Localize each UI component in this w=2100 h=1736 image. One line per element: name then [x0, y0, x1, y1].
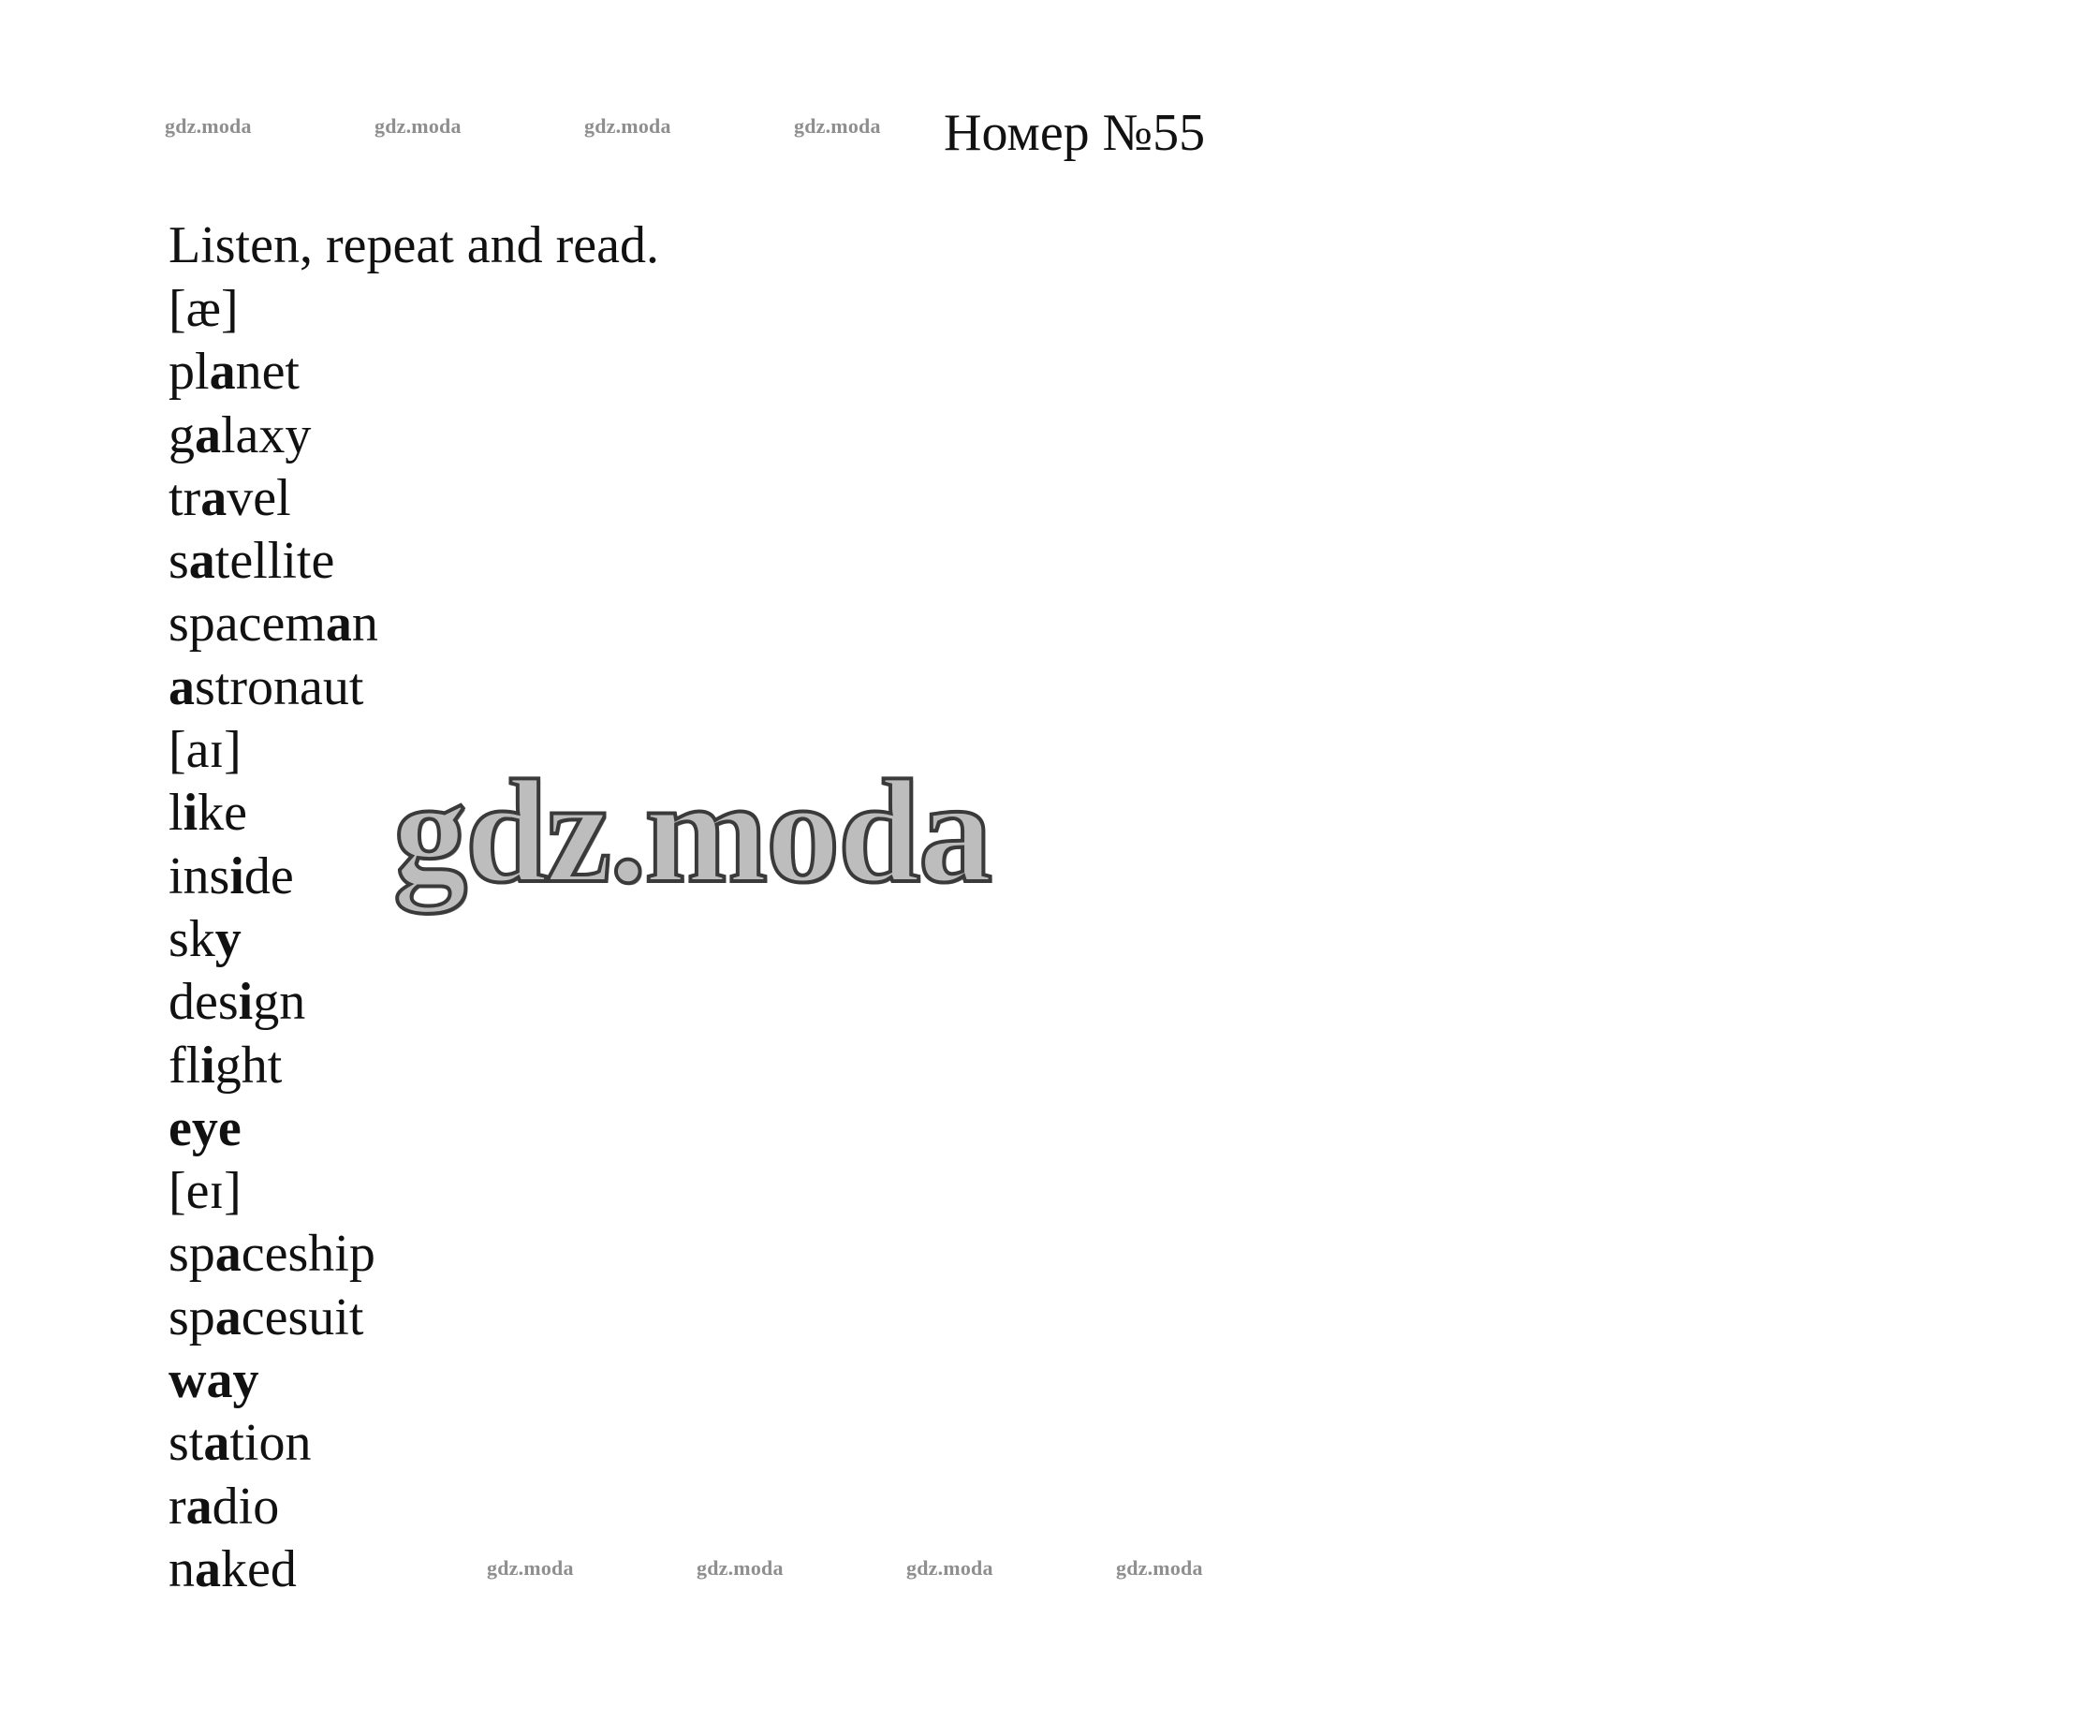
vocabulary-word: [169, 1538, 378, 1601]
word-fragment: n: [351, 595, 378, 654]
word-fragment: gn: [253, 973, 306, 1032]
vocabulary-word: [169, 1035, 378, 1097]
vocabulary-word: [169, 1349, 378, 1412]
word-fragment: ght: [214, 1036, 283, 1095]
highlighted-letters: a: [203, 1414, 230, 1473]
word-fragment: cesuit: [241, 1287, 364, 1346]
exercise-instruction: Listen, repeat and read.: [169, 216, 659, 274]
word-fragment: l: [169, 784, 184, 843]
vocabulary-word: [169, 467, 378, 530]
word-fragment: pl: [169, 343, 210, 402]
phonetic-symbol: [æ]: [169, 280, 239, 338]
highlighted-letters: i: [238, 973, 254, 1032]
highlighted-letters: a: [214, 1287, 242, 1346]
word-fragment: stronaut: [195, 657, 364, 716]
highlighted-letters: way: [169, 1351, 259, 1410]
watermark-top-2: gdz.moda: [374, 114, 462, 138]
word-list: [169, 278, 378, 1601]
highlighted-letters: a: [325, 595, 352, 654]
vocabulary-word: [169, 1223, 378, 1286]
watermark-top-3: gdz.moda: [584, 114, 671, 138]
word-fragment: de: [243, 846, 294, 905]
word-fragment: fl: [169, 1036, 201, 1095]
word-fragment: sp: [169, 1287, 215, 1346]
vocabulary-word: [169, 1412, 378, 1475]
word-fragment: spacem: [169, 595, 326, 654]
vocabulary-word: [169, 530, 378, 593]
vocabulary-word: [169, 1097, 378, 1160]
highlighted-letters: a: [209, 343, 236, 402]
highlighted-letters: a: [185, 1477, 213, 1536]
word-fragment: net: [235, 343, 300, 402]
word-fragment: st: [169, 1414, 204, 1473]
word-fragment: ke: [198, 784, 247, 843]
word-fragment: n: [169, 1539, 195, 1598]
vocabulary-word: [169, 405, 378, 467]
word-fragment: r: [169, 1477, 186, 1536]
vocabulary-word: [169, 1476, 378, 1538]
highlighted-letters: a: [169, 657, 195, 716]
vocabulary-word: [169, 593, 378, 655]
watermark-bottom-3: gdz.moda: [906, 1556, 993, 1580]
page-title: Номер №55: [944, 104, 1206, 162]
watermark-top-1: gdz.moda: [165, 114, 252, 138]
highlighted-letters: i: [183, 784, 198, 843]
word-fragment: sk: [169, 909, 215, 968]
word-fragment: sp: [169, 1225, 215, 1284]
phonetic-symbol: [eɪ]: [169, 1162, 242, 1221]
word-fragment: ceship: [241, 1225, 375, 1284]
vocabulary-word: [169, 341, 378, 404]
word-fragment: ins: [169, 846, 230, 905]
watermark-center: gdz.moda: [393, 750, 991, 914]
word-fragment: laxy: [221, 405, 312, 464]
vocabulary-word: [169, 656, 378, 719]
highlighted-letters: a: [195, 1539, 221, 1598]
word-fragment: des: [169, 973, 239, 1032]
word-fragment: g: [169, 405, 195, 464]
phonetic-symbol: [aɪ]: [169, 721, 242, 780]
word-fragment: dio: [212, 1477, 280, 1536]
highlighted-letters: a: [188, 532, 215, 591]
highlighted-letters: i: [200, 1036, 215, 1095]
vocabulary-word: [169, 908, 378, 971]
watermark-bottom-4: gdz.moda: [1116, 1556, 1203, 1580]
word-fragment: tion: [229, 1414, 312, 1473]
highlighted-letters: y: [214, 909, 242, 968]
vocabulary-word: [169, 1287, 378, 1349]
highlighted-letters: i: [229, 846, 244, 905]
word-fragment: s: [169, 532, 189, 591]
vocabulary-word: [169, 846, 378, 908]
highlighted-letters: a: [214, 1225, 242, 1284]
word-fragment: tellite: [214, 532, 335, 591]
watermark-top-4: gdz.moda: [794, 114, 881, 138]
vocabulary-word: [169, 971, 378, 1034]
word-fragment: ked: [221, 1539, 297, 1598]
watermark-bottom-2: gdz.moda: [697, 1556, 784, 1580]
word-fragment: vel: [227, 468, 291, 527]
vocabulary-word: [169, 782, 378, 845]
highlighted-letters: a: [200, 468, 228, 527]
watermark-bottom-1: gdz.moda: [487, 1556, 574, 1580]
word-fragment: tr: [169, 468, 201, 527]
highlighted-letters: eye: [169, 1098, 242, 1157]
highlighted-letters: a: [195, 405, 221, 464]
